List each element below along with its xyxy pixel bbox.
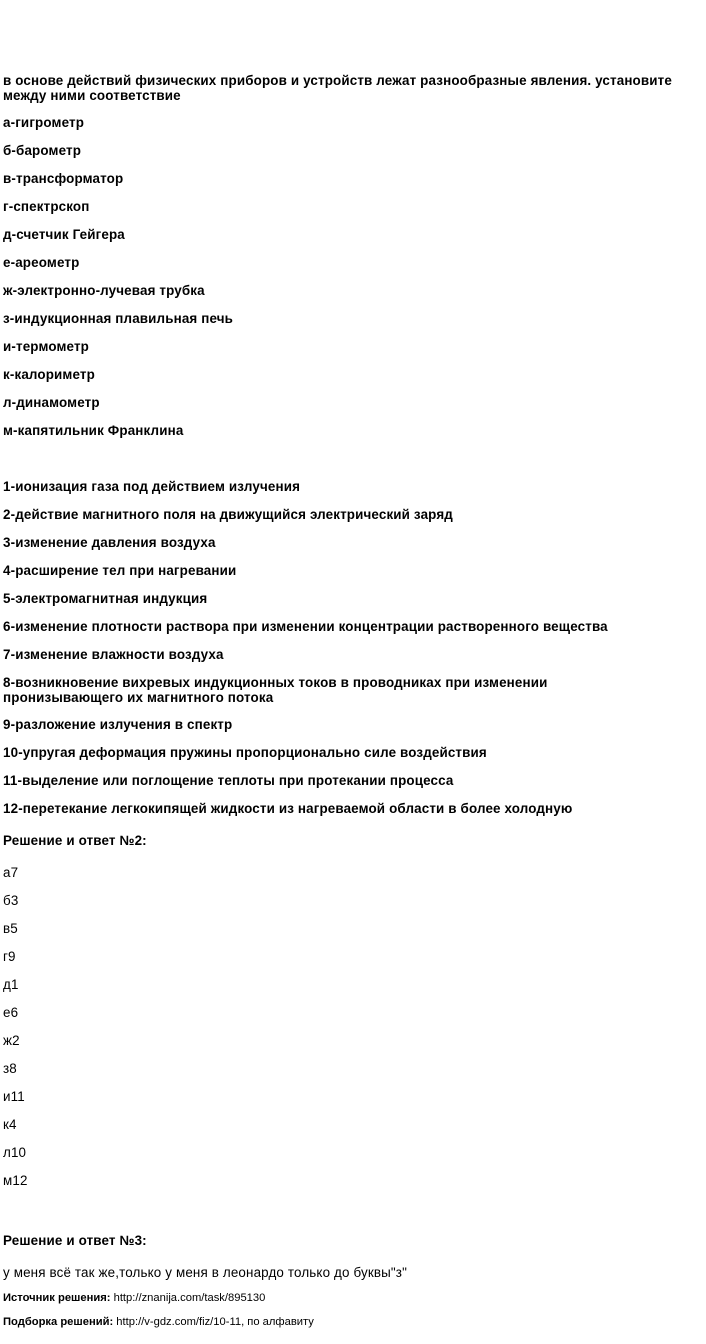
answer2-item: и11 xyxy=(3,1089,25,1104)
answer2-item: е6 xyxy=(3,1005,19,1020)
phenomenon-item-4: 4-расширение тел при нагревании xyxy=(3,563,237,578)
device-item-a: а-гигрометр xyxy=(3,115,85,130)
collection-link[interactable]: http://v-gdz.com/fiz/10-11, по алфавиту xyxy=(116,1316,314,1328)
phenomenon-item-1: 1-ионизация газа под действием излучения xyxy=(3,479,301,494)
phenomenon-item-3: 3-изменение давления воздуха xyxy=(3,535,216,550)
answer2-item: з8 xyxy=(3,1061,17,1076)
phenomenon-item-7: 7-изменение влажности воздуха xyxy=(3,647,224,662)
source-line xyxy=(3,1292,265,1305)
answer2-item: д1 xyxy=(3,977,19,992)
device-item-k: к-калориметр xyxy=(3,367,95,382)
answer2-heading: Решение и ответ №2: xyxy=(3,833,147,848)
phenomenon-item-9: 9-разложение излучения в спектр xyxy=(3,717,233,732)
device-item-i: и-термометр xyxy=(3,339,89,354)
answer2-item: к4 xyxy=(3,1117,17,1132)
answer2-item: ж2 xyxy=(3,1033,20,1048)
answer2-item: а7 xyxy=(3,865,19,880)
question-intro: в основе действий физических приборов и устройств лежат разнообразные явления. установите между ними соответствие xyxy=(3,73,672,103)
source-label: Источник решения: xyxy=(3,1292,111,1304)
answer2-item: г9 xyxy=(3,949,16,964)
phenomenon-item-6: 6-изменение плотности раствора при изменении концентрации растворенного вещества xyxy=(3,619,608,634)
answer2-item: л10 xyxy=(3,1145,27,1160)
phenomenon-item-10: 10-упругая деформация пружины пропорционально силе воздействия xyxy=(3,745,487,760)
device-item-m: м-капятильник Франклина xyxy=(3,423,184,438)
phenomenon-item-11: 11-выделение или поглощение теплоты при протекании процесса xyxy=(3,773,454,788)
device-item-v: в-трансформатор xyxy=(3,171,124,186)
answer2-item: м12 xyxy=(3,1173,28,1188)
device-item-d: д-счетчик Гейгера xyxy=(3,227,125,242)
device-item-l: л-динамометр xyxy=(3,395,100,410)
device-item-g: г-спектрскоп xyxy=(3,199,90,214)
answer3-heading: Решение и ответ №3: xyxy=(3,1233,147,1248)
phenomenon-item-12: 12-перетекание легкокипящей жидкости из нагреваемой области в более холодную xyxy=(3,801,573,816)
device-item-z: з-индукционная плавильная печь xyxy=(3,311,234,326)
answer3-text: у меня всё так же,только у меня в леонардо только до буквы"з" xyxy=(3,1265,407,1280)
answer2-item: в5 xyxy=(3,921,18,936)
collection-line xyxy=(3,1316,314,1329)
device-item-b: б-барометр xyxy=(3,143,82,158)
phenomenon-item-2: 2-действие магнитного поля на движущийся электрический заряд xyxy=(3,507,453,522)
source-link[interactable]: http://znanija.com/task/895130 xyxy=(113,1292,266,1304)
answer2-item: б3 xyxy=(3,893,19,908)
device-item-zh: ж-электронно-лучевая трубка xyxy=(3,283,205,298)
phenomenon-item-5: 5-электромагнитная индукция xyxy=(3,591,208,606)
phenomenon-item-8: 8-возникновение вихревых индукционных токов в проводниках при изменении пронизывающего их магнитного потока xyxy=(3,675,548,705)
collection-label: Подборка решений: xyxy=(3,1316,114,1328)
device-item-e: е-ареометр xyxy=(3,255,80,270)
